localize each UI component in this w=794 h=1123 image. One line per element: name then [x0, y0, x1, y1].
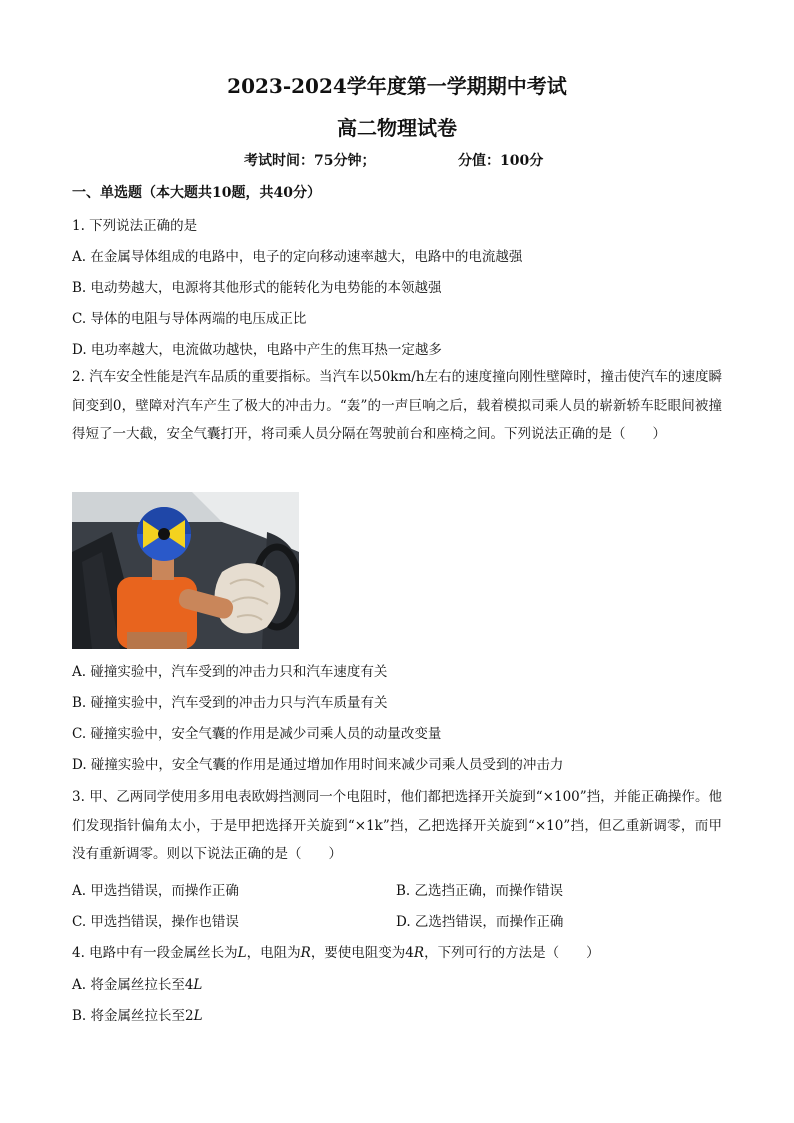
- q4-stem-mid1: ，电阻为: [246, 945, 301, 961]
- exam-title: 2023-2024学年度第一学期期中考试: [227, 74, 567, 98]
- q3-option-b: B. 乙选挡正确，而操作错误: [396, 883, 564, 899]
- q4-stem-pre: 4. 电路中有一段金属丝长为: [72, 945, 238, 961]
- q4-var-l: L: [237, 945, 247, 961]
- q3-stem: 3. 甲、乙两同学使用多用电表欧姆挡测同一个电阻时，他们都把选择开关旋到“×100”挡，并能正确操作。他们发现指针偏角太小，于是甲把选择开关旋到“×1k”挡，乙把选择开关旋到“×10”挡，但乙重新调零，而甲没有重新调零。则以下说法正确的是（ ）: [72, 789, 722, 862]
- q4-var-r2: R: [413, 945, 425, 961]
- exam-time: 考试时间：75分钟；: [244, 153, 376, 169]
- q3-option-d: D. 乙选挡错误，而操作正确: [396, 914, 564, 930]
- q3-option-a: A. 甲选挡错误，而操作正确: [72, 883, 239, 899]
- q1-option-c: C. 导体的电阻与导体两端的电压成正比: [72, 311, 307, 327]
- q1-option-b: B. 电动势越大，电源将其他形式的能转化为电势能的本领越强: [72, 280, 442, 296]
- crash-test-illustration: [72, 492, 299, 649]
- q2-option-d: D. 碰撞实验中，安全气囊的作用是通过增加作用时间来减少司乘人员受到的冲击力: [72, 757, 564, 773]
- exam-score: 分值：100分: [458, 153, 544, 169]
- crash-test-photo: [72, 492, 299, 649]
- q1-option-a: A. 在金属导体组成的电路中，电子的定向移动速率越大，电路中的电流越强: [72, 249, 523, 265]
- q3-option-c: C. 甲选挡错误，操作也错误: [72, 914, 239, 930]
- q4-stem: [72, 941, 600, 961]
- q4-stem-end: ，下列可行的方法是（ ）: [424, 945, 600, 961]
- q2-option-b: B. 碰撞实验中，汽车受到的冲击力只与汽车质量有关: [72, 695, 388, 711]
- q4-option-b-text: B. 将金属丝拉长至2: [72, 1008, 194, 1024]
- exam-subject: 高二物理试卷: [337, 116, 457, 140]
- section-heading: 一、单选题（本大题共10题，共40分）: [72, 185, 321, 201]
- q4-stem-mid2: ，要使电阻变为4: [310, 945, 414, 961]
- q2-option-a: A. 碰撞实验中，汽车受到的冲击力只和汽车速度有关: [72, 664, 388, 680]
- q1-option-d: D. 电功率越大，电流做功越快，电路中产生的焦耳热一定越多: [72, 342, 442, 358]
- q4-option-a: [72, 973, 202, 993]
- q2-option-c: C. 碰撞实验中，安全气囊的作用是减少司乘人员的动量改变量: [72, 726, 442, 742]
- q1-stem: 1. 下列说法正确的是: [72, 218, 198, 234]
- q2-stem: 2. 汽车安全性能是汽车品质的重要指标。当汽车以50km/h左右的速度撞向刚性壁障时，撞击使汽车的速度瞬间变到0，壁障对汽车产生了极大的冲击力。“轰”的一声巨响之后，载着模拟司乘人员的崭新轿车眨眼间被撞得短了一大截，安全气囊打开，将司乘人员分隔在驾驶前台和座椅之间。下列说法正确的是（ ）: [72, 369, 722, 442]
- q4-option-b: [72, 1004, 203, 1024]
- q4-var-r: R: [300, 945, 311, 961]
- q4-option-a-text: A. 将金属丝拉长至4: [72, 977, 194, 993]
- q4-option-a-var: L: [193, 977, 203, 993]
- q4-option-b-var: L: [193, 1008, 203, 1024]
